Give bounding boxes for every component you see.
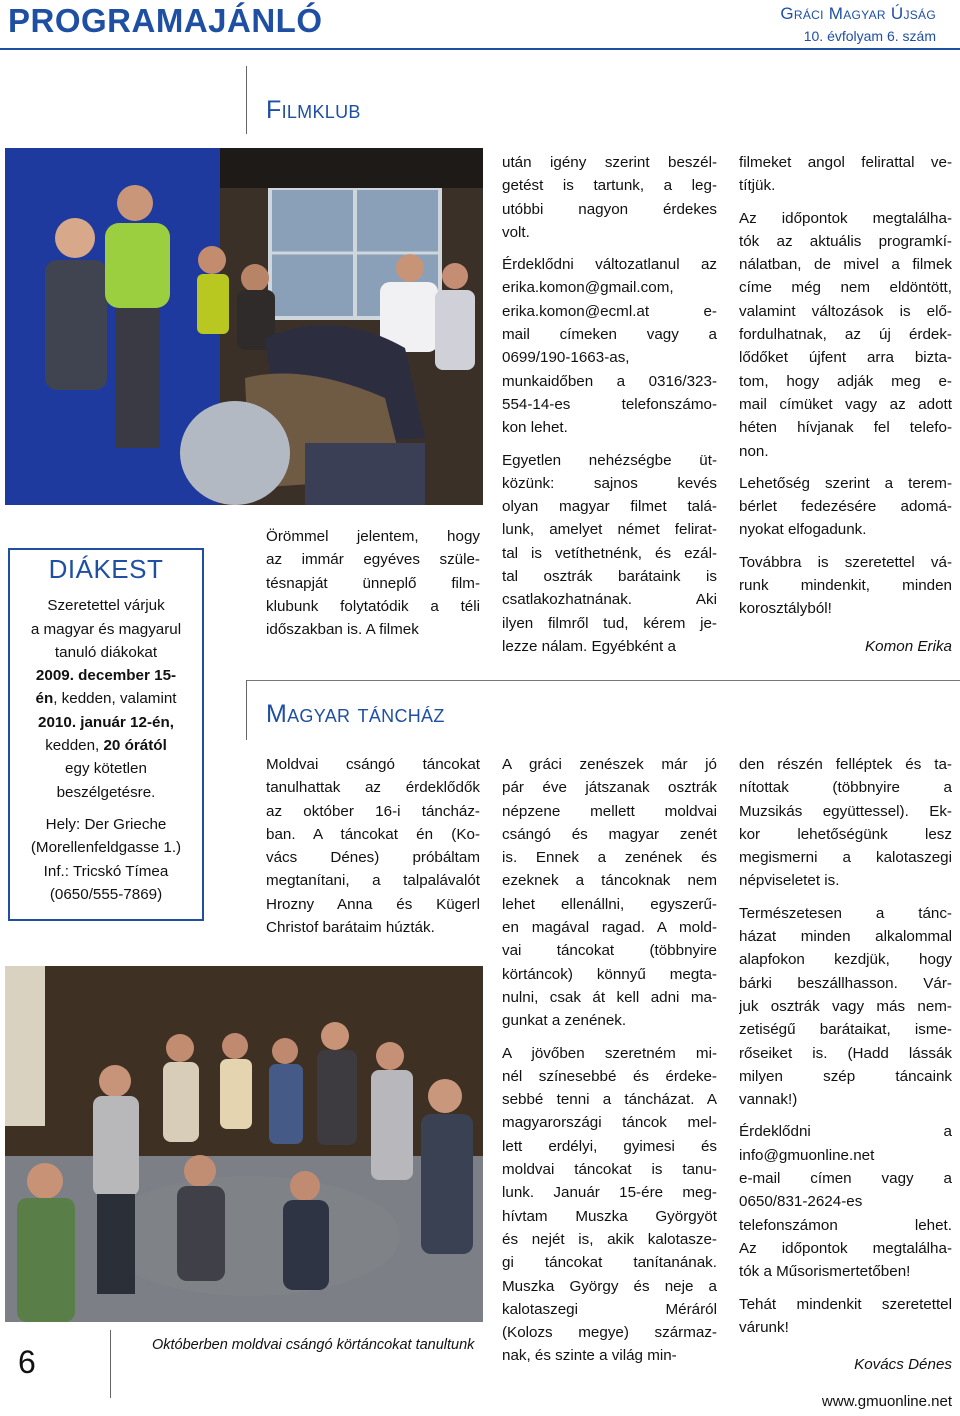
filmklub-title-divider [246,66,247,134]
text-line: Muzsikás együttessel). Ek- [739,802,952,820]
text-line: juk osztrák vagy más nem- [739,997,952,1015]
diakest-line: 2009. december 15- [35,667,177,685]
diakest-line: egy kötetlen [65,760,147,778]
text-line: tók a Műsorismertetőben! [739,1263,911,1281]
text-line: vai táncokat (többnyire [502,942,717,960]
tanchaz-title: Magyar táncház [266,700,445,728]
text-line: rőseiket is. (Hadd lássák [739,1044,952,1062]
text-line: fordulhatnak, az új érdek- [739,326,952,344]
text-line: házat minden alkalommal [739,928,952,946]
tanchaz-photo-image [5,966,483,1322]
text-line: info@gmuonline.net [739,1146,875,1164]
text-line: klubunk folytatódik a téli [266,597,480,615]
text-line: az október 16-i táncház- [266,802,480,820]
text-line: időszakban is. A filmek [266,621,419,639]
diakest-line [10,804,202,813]
paragraph [739,753,952,893]
text-line: lődőket újfent arra bizta- [739,349,952,367]
diakest-line-part: én [35,690,54,708]
diakest-line-part: , kedden, valamint [53,690,177,708]
text-line: az immár egyéves szüle- [266,551,480,569]
text-line: non. [739,442,769,460]
text-line: nél színesebbé és érdeke- [502,1067,717,1085]
text-line: Örömmel jelentem, hogy [266,528,480,545]
tanchaz-photo [5,966,483,1322]
paragraph [502,151,717,244]
text-line: lunk, amelyet német felirat- [502,521,717,539]
diakest-line-part: kedden, [45,737,104,755]
text-line: lehet ellenállni, egyszerű- [502,895,717,913]
diakest-line-part: 20 órától [103,737,167,755]
paragraph [739,1293,952,1340]
text-line: népviseletet is. [739,872,840,890]
tanchaz-title-divider [246,680,247,740]
tanchaz-col3 [739,753,952,1339]
text-line: hívtam Muszka Györgyöt [502,1207,717,1225]
text-line: nálatban, de mivel a filmek [739,256,952,274]
text-line: várunk! [739,1318,789,1336]
filmklub-col1 [266,525,480,641]
filmklub-photo [5,148,483,505]
text-line: nítottak (többnyire a [739,779,952,797]
text-line: héten hívjanak fel telefo- [739,419,952,437]
text-line: vács Dénes) próbáltam [266,849,480,867]
footer-url: www.gmuonline.net [821,1393,952,1410]
text-line: nak, és szinte a világ min- [502,1347,677,1365]
text-line: vannak!) [739,1091,798,1109]
text-line: (Kolozs megye) származ- [502,1324,717,1342]
paragraph [739,551,952,621]
text-line: erika.komon@gmail.com, [502,279,674,297]
text-line: Továbbra is szeretettel vá- [739,553,952,571]
publication-name: Gráci Magyar Újság [780,4,936,23]
text-line: is. Ennek a zenének és [502,849,717,867]
text-line: gunkat a zenének. [502,1012,627,1030]
diakest-line: a magyar és magyarul [30,620,182,638]
text-line: magyarországi táncok mel- [502,1114,717,1132]
text-line: tom, hogy adják meg e- [739,372,952,390]
text-line: körtáncok) könnyű megta- [502,965,717,983]
text-line: zetiségű barátaikat, isme- [739,1021,952,1039]
text-line: valamint változások is elő- [739,302,952,320]
paragraph [502,449,717,659]
caption-divider [110,1330,111,1398]
issue-info: 10. évfolyam 6. szám [803,28,936,44]
text-line: megismerni a kalotaszegi [739,849,952,867]
text-line: közünk: sajnos kevés [502,474,717,492]
text-line: volt. [502,223,530,241]
text-line: Moldvai csángó táncokat [266,756,480,773]
diakest-line: (0650/555-7869) [49,885,163,903]
text-line: e-mail címen vagy a [739,1170,952,1188]
text-line: tal osztrák barátaink is [502,568,717,586]
diakest-line [10,734,202,757]
diakest-line: Inf.: Tricskó Tímea [43,862,169,880]
text-line: olyan magyar filmet talá- [502,498,717,516]
text-line: Lehetőség szerint a terem- [739,474,952,492]
text-line: den részén felléptek és ta- [739,756,952,773]
text-line: títjük. [739,177,776,195]
filmklub-col3 [739,151,952,621]
filmklub-col2 [502,151,717,658]
text-line: 0699/190-1663-as, [502,349,630,367]
text-line: Érdeklődni változatlanul az [502,256,717,274]
text-line: runk mindenkit, minden [739,577,952,595]
text-line: nyokat elfogadunk. [739,521,867,539]
text-line: ban. A táncokat én (Ko- [266,825,480,843]
text-line: telefonszámon lehet. [739,1216,952,1234]
text-line: Egyetlen nehézségbe üt- [502,451,717,469]
text-line: mail címeken vagy a [502,326,717,344]
text-line: sebbé tenni a táncházat. A [502,1091,717,1109]
text-line: tanulhattak az érdeklődők [266,779,480,797]
text-line: tésnapját ünneplő film- [266,574,480,592]
text-line: bérlet fedezésére adomá- [739,498,952,516]
filmklub-title: Filmklub [266,96,361,124]
text-line: lezze nálam. Egyébként a [502,637,676,655]
paragraph [739,902,952,1112]
text-line: 554-14-es telefonszámo- [502,395,717,413]
text-line: címe még nem eldöntött, [739,279,952,297]
text-line: A jövőben szeretném mi- [502,1044,717,1062]
paragraph [502,1042,717,1368]
text-line: és nejét is, akik kalotasze- [502,1230,717,1248]
diakest-line: Szeretettel várjuk [47,597,165,615]
paragraph [739,1120,952,1283]
tanchaz-signature: Kovács Dénes [854,1356,952,1373]
paragraph [502,753,717,1033]
text-line: alapfokon kezdjük, hogy [739,951,952,969]
text-line: nulni, csak át kell adni ma- [502,988,717,1006]
text-line: bárki beszállhasson. Vár- [739,974,952,992]
tanchaz-col2 [502,753,717,1368]
text-line: 0650/831-2624-es [739,1193,863,1211]
text-line: Tehát mindenkit szeretettel [739,1295,952,1313]
text-line: tók az aktuális programkí- [739,232,952,250]
photo-caption: Októberben moldvai csángó körtáncokat tanultunk [152,1337,475,1353]
text-line: ezeknek a táncoknak nem [502,872,717,890]
paragraph [502,253,717,439]
filmklub-photo-image [5,148,483,505]
publication-info [780,4,936,44]
paragraph [739,472,952,542]
paragraph [266,753,480,939]
page-number: 6 [18,1344,36,1380]
paragraph [266,525,480,641]
text-line: pár éve játszanak osztrák [502,779,717,797]
text-line: tal is vetíthetnénk, és ezál- [502,544,717,562]
text-line: Természetesen a tánc- [739,904,952,922]
text-line: lunk. Január 15-ére meg- [502,1184,717,1202]
page-header-title: PROGRAMAJÁNLÓ [8,2,323,39]
diakest-box [8,548,204,921]
text-line: mail címüket vagy az adott [739,395,952,413]
text-line: erika.komon@ecml.at e- [502,302,717,320]
text-line: Muszka György és neje a [502,1277,717,1295]
text-line: lett erdélyi, gyimesi és [502,1137,717,1155]
diakest-line: tanuló diákokat [54,643,158,661]
text-line: kor lehetőségünk lesz [739,825,952,843]
text-line: munkaidőben a 0316/323- [502,372,717,390]
text-line: gi táncokat tanítanának. [502,1254,717,1272]
diakest-line: (Morellenfeldgasse 1.) [30,839,182,857]
text-line: Christof barátaim húzták. [266,919,435,937]
text-line: népzene mellett moldvai [502,802,717,820]
text-line: Hrozny Anna és Kügerl [266,895,480,913]
text-line: ilyen filmről tud, kérem je- [502,614,717,632]
text-line: getést is tartunk, a leg- [502,177,717,195]
text-line: en magával ragad. A mold- [502,919,717,937]
text-line: korosztályból! [739,600,832,618]
text-line: moldvai táncokat is tanu- [502,1161,717,1179]
diakest-title: DIÁKEST [48,554,164,584]
text-line: Az időpontok megtalálha- [739,1239,952,1257]
diakest-body [10,594,202,906]
header-rule [0,48,960,50]
diakest-line: beszélgetésre. [56,783,156,801]
text-line: után igény szerint beszél- [502,154,717,171]
text-line: milyen szép táncaink [739,1067,952,1085]
tanchaz-col1 [266,753,480,939]
text-line: csángó és magyar zenét [502,825,717,843]
text-line: kon lehet. [502,419,568,437]
paragraph [739,207,952,463]
text-line: csatlakozhatnának. Aki [502,591,717,609]
text-line: filmeket angol felirattal ve- [739,154,952,171]
text-line: megtanítani, a talpalávalót [266,872,480,890]
text-line: Érdeklődni a [739,1123,952,1141]
text-line: A gráci zenészek már jó [502,756,717,773]
tanchaz-rule [246,680,960,681]
paragraph [739,151,952,198]
text-line: utóbbi nagyon érdekes [502,200,717,218]
diakest-line [10,687,202,710]
diakest-line: 2010. január 12-én, [38,713,174,731]
text-line: Az időpontok megtalálha- [739,209,952,227]
text-line: kalotaszegi Méráról [502,1300,717,1318]
filmklub-signature: Komon Erika [865,638,952,655]
diakest-line: Hely: Der Grieche [45,815,167,833]
